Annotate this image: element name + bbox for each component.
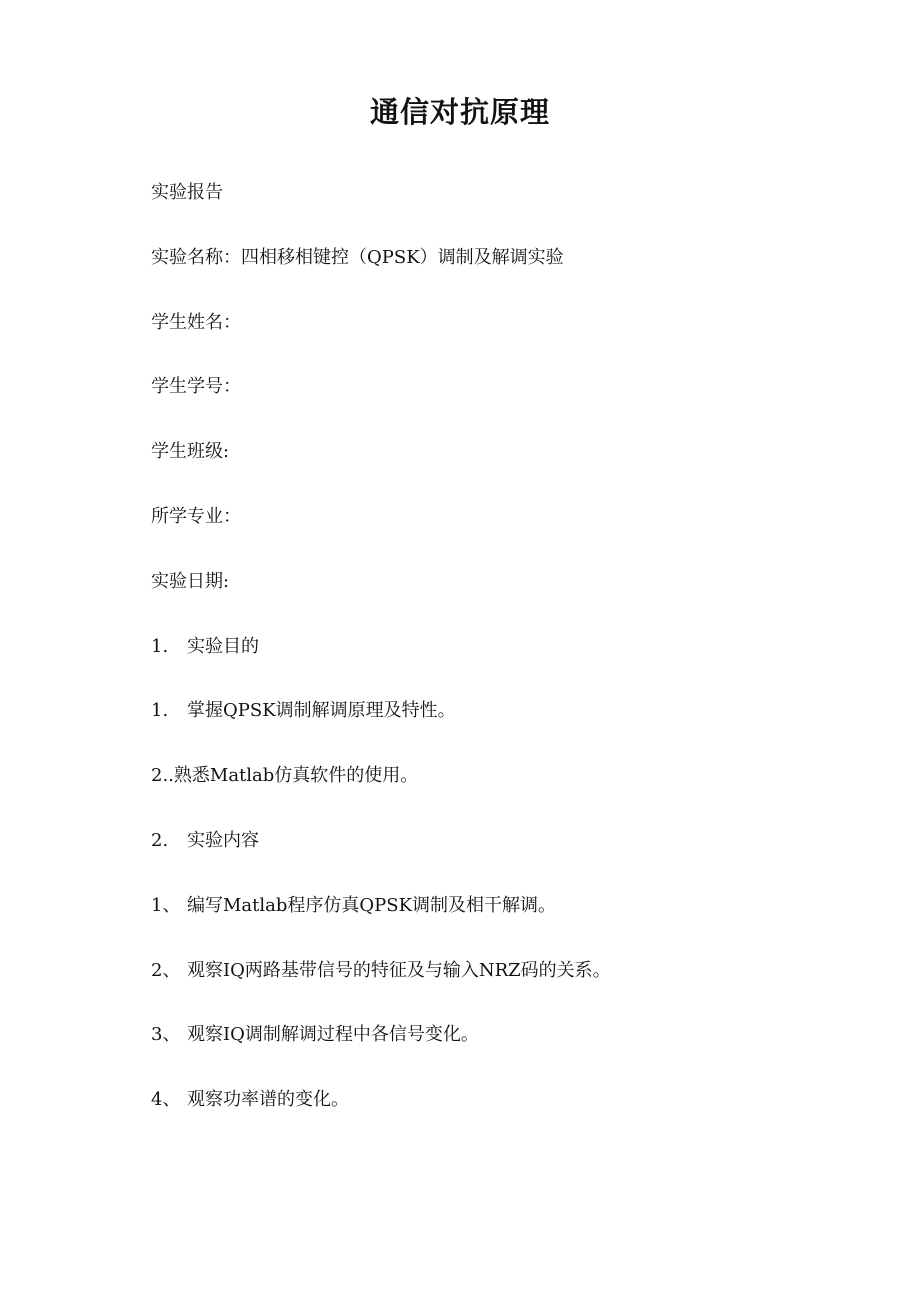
item-number: 2、 <box>151 959 181 981</box>
item-number: 4、 <box>151 1089 181 1111</box>
section-title: 实验内容 <box>187 829 259 851</box>
item-text: 观察IQ两路基带信号的特征及与输入NRZ码的关系。 <box>187 959 611 981</box>
field-label: 所学专业： <box>151 505 241 527</box>
field-major <box>151 500 851 565</box>
report-label: 实验报告 <box>151 182 223 203</box>
field-student-id <box>151 370 851 435</box>
list-item <box>151 694 851 759</box>
item-text: 观察IQ调制解调过程中各信号变化。 <box>187 1024 479 1046</box>
field-experiment-name <box>151 241 851 306</box>
list-item <box>151 1083 851 1148</box>
item-number: 1. <box>151 700 169 722</box>
item-text: 2..熟悉Matlab仿真软件的使用。 <box>151 765 419 787</box>
field-student-class <box>151 435 851 500</box>
list-item <box>151 889 851 954</box>
field-label: 实验日期: <box>151 570 230 592</box>
field-experiment-date <box>151 565 851 630</box>
field-label: 学生班级: <box>151 441 230 463</box>
section-title: 实验目的 <box>187 635 259 657</box>
section-number: 1. <box>151 635 169 657</box>
section-heading-content <box>151 824 851 889</box>
field-label: 学生姓名： <box>151 311 241 333</box>
item-text: 编写Matlab程序仿真QPSK调制及相干解调。 <box>187 894 557 916</box>
list-item <box>151 759 851 824</box>
list-item <box>151 954 851 1019</box>
field-label: 学生学号： <box>151 376 241 398</box>
item-text: 掌握QPSK调制解调原理及特性。 <box>187 700 456 722</box>
field-label: 实验名称： <box>151 246 241 268</box>
item-number: 3、 <box>151 1024 181 1046</box>
item-number: 1、 <box>151 894 181 916</box>
field-value: 四相移相键控（QPSK）调制及解调实验 <box>241 246 564 268</box>
document-body <box>151 176 851 1148</box>
section-heading-objectives <box>151 630 851 695</box>
section-number: 2. <box>151 829 169 851</box>
document-title: 通信对抗原理 <box>369 95 550 129</box>
field-student-name <box>151 306 851 371</box>
item-text: 观察功率谱的变化。 <box>187 1089 349 1111</box>
list-item <box>151 1018 851 1083</box>
